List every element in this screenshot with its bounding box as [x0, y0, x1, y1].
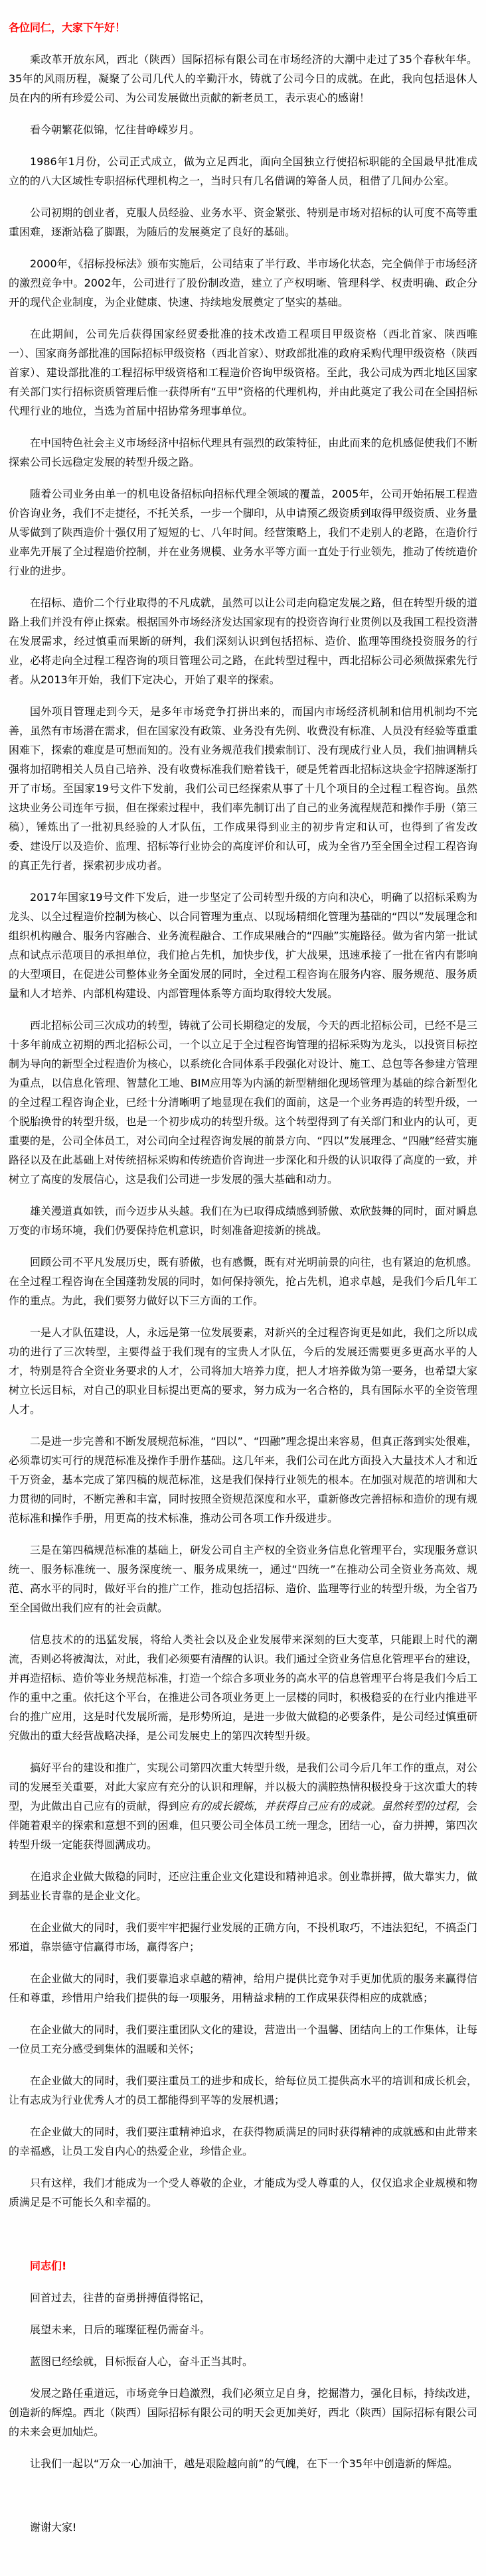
paragraph	[9, 2518, 477, 2537]
paragraph	[9, 433, 477, 472]
text-run: 蓝图已经绘就，目标振奋人心，奋斗正当其时。	[30, 2355, 254, 2368]
text-run: 在此期间，公司先后获得国家经贸委批准的技术改造工程项目甲级资格（西北首家、陕西唯一）、国家商务部批准的国际招标甲级资格（西北首家）、财政部批准的政府采购代理甲级资格（陕西首家）、建设部批准的工程招标甲级资格和工程造价咨询甲级资格。至此，我公司成为西北地区国家有关部门实行招标资质管理后惟一获得所有“五甲”资格的代理机构，并由此奠定了我公司在全国招标代理行业的地位，当选为首届中招协常务理事单位。	[9, 328, 477, 417]
document-heading	[9, 2256, 477, 2275]
text-run: 信息技术的的迅猛发展，将给人类社会以及企业发展带来深刻的巨大变革，只能跟上时代的潮流，否则必将被淘汰，对此，我们必须要有清醒的认识。我们通过全资业务信息化管理平台的建设，并再造招标、造价等业务规范标准，打造一个综合多项业务的高水平的信息管理平台将是我们今后工作的重中之重。依托这个平台，在推进公司各项业务更上一层楼的同时，积极稳妥的在行业内推进平台的推广应用，这是时代发展所需，是形势所迫，是进一步做大做稳的必要条件，是公司经过慎重研究做出的重大经营战略决择，是公司发展史上的第四次转型升级。	[9, 1633, 477, 1742]
paragraph	[9, 2384, 477, 2441]
text-run: 乘改革开放东风，西北（陕西）国际招标有限公司在市场经济的大潮中走过了35个春秋年华。35年的风雨历程，凝聚了公司几代人的辛勤汗水，铸就了公司今日的成就。在此，我向包括退休人员在内的所有珍爱公司、为公司发展做出贡献的新老员工，表示衷心的感谢！	[9, 53, 477, 104]
text-run: 国外项目管理走到今天，是多年市场竞争打拼出来的，而国内市场经济机制和信用机制均不完善，虽然有市场潜在需求，但在国家没有政策、业务没有先例、收费没有标准、人员没有经验等重重困难下，探索的难度是可想而知的。没有业务规范我们摸索制订、没有现成行业人员，我们抽调精兵强将加招聘相关人员自己培养、没有收费标准我们赔着钱干，硬是凭着西北招标这块金字招牌逐渐打开了市场。至国家19号文件下发前，我们公司已经探索从事了十几个项目的全过程工程咨询。虽然这块业务公司连年亏损，但在探索过程中，我们率先制订出了自己的业务流程规范和操作手册（第三稿），锤炼出了一批初具经验的人才队伍，工作成果得到业主的初步肯定和认可，也得到了省发改委、建设厅以及造价、监理、招标等行业协会的高度评价和认可，成为全省乃至全国全过程工程咨询的真正先行者，探索初步成功者。	[9, 705, 477, 872]
paragraph	[9, 702, 477, 875]
spacer	[9, 2486, 477, 2505]
text-run: 各位同仁，大家下午好！	[9, 21, 126, 34]
text-run: 一是人才队伍建设，人，永远是第一位发展要素，对新兴的全过程咨询更是如此，我们之所以成功的进行了三次转型，主要得益于我们现有的宝贵人才队伍，今后的发展还需要更多更高水平的人才，特别是符合全资业务要求的人才，公司将加大培养力度，把人才培养做为第一要务，也希望大家树立长远目标，对自己的职业目标提出更高的要求，努力成为一名合格的，具有国际水平的全资管理人才。	[9, 1326, 477, 1416]
paragraph	[9, 203, 477, 241]
text-run: 搞好平台的建设和推广，实现公司第四次重大转型升级，是我们公司今后几年工作的重点，对公司的发展至关重要，对此大家应有充分的认识和理解，并以极大的满腔热情积极投身于这次重大的转型，为此做出自己应有的贡献，得到应	[9, 1761, 477, 1812]
paragraph	[9, 593, 477, 689]
text-run: 发展之路任重道远，市场竞争日趋激烈，我们必须立足自身，挖掘潜力，强化目标，持续改进，创造新的辉煌。西北（陕西）国际招标有限公司的明天会更加美好，西北（陕西）国际招标有限公司的未来会更加灿烂。	[9, 2387, 477, 2438]
text-run: 只有这样，我们才能成为一个受人尊敬的企业，才能成为受人尊重的人，仅仅追求企业规模和物质满足是不可能长久和幸福的。	[9, 2177, 477, 2208]
paragraph	[9, 484, 477, 580]
paragraph	[9, 1016, 477, 1189]
paragraph	[9, 1867, 477, 1905]
paragraph	[9, 2020, 477, 2059]
text-run: 让我们一起以“万众一心加油干，越是艰险越向前”的气魄，在下一个35年中创造新的辉煌。	[30, 2457, 458, 2470]
paragraph	[9, 1253, 477, 1310]
text-run: 会伴随着艰辛的探索和意想不到的困难，但只要公司全体员工统一理念，团结一心，奋力拼搏，第四次转型升级一定能获得圆满成功。	[9, 1800, 477, 1851]
spacer	[9, 2224, 477, 2244]
paragraph	[9, 2288, 477, 2307]
paragraph	[9, 254, 477, 312]
paragraph	[9, 324, 477, 421]
text-run: 雄关漫道真如铁，而今迈步从头越。我们在为已取得成绩感到骄傲、欢欣鼓舞的同时，面对瞬息万变的市场环境，我们仍要保持危机意识，时刻准备迎接新的挑战。	[9, 1205, 477, 1237]
text-run: 2017年国家19号文件下发后，进一步坚定了公司转型升级的方向和决心，明确了以招标采购为龙头、以全过程造价控制为核心、以合同管理为重点、以现场精细化管理为基础的“四以”发展理念和组织机构融合、服务内容融合、业务流程融合、工作成果融合的“四融”实施路径。做为省内第一批试点和试点示范项目的承担单位，我们抢占先机，加快步伐，扩大战果，迅速承接了一批在省内有影响的大型项目，在促进公司整体业务全面发展的同时，全过程工程咨询在服务内容、服务规范、服务质量和人才培养、内部机构建设、内部管理体系等方面均取得较大发展。	[9, 891, 477, 1000]
paragraph	[9, 1201, 477, 1240]
text-run: 在企业做大的同时，我们要注重精神追求，在获得物质满足的同时获得精神的成就感和由此带来的幸福感，让员工发自内心的热爱企业，珍惜企业。	[9, 2126, 477, 2157]
text-run: 有的成长锻炼，并获得自己应有的成就。虽然转型的过程，	[189, 1800, 467, 1812]
paragraph	[9, 50, 477, 107]
paragraph	[9, 1758, 477, 1854]
text-run: 在招标、造价二个行业取得的不凡成就，虽然可以让公司走向稳定发展之路，但在转型升级的道路上我们并没有停止探索。根据国外市场经济发达国家现有的投资咨询行业贯例以及我国工程投资潜在发展需求，经过慎重而果断的研判，我们深刻认识到包括招标、造价、监理等围绕投资服务的行业，必将走向全过程工程咨询的项目管理公司之路，在此转型过程中，西北招标公司必须做探索先行者。从2013年开始，我们下定决心，开始了艰辛的探索。	[9, 596, 477, 686]
paragraph	[9, 888, 477, 1003]
text-run: 二是进一步完善和不断发展规范标准，“四以”、“四融”理念提出来容易，但真正落到实处很难，必须靠切实可行的规范标准及操作手册作基础。这几年来，我们公司在此方面投入大量技术人才和近千万资金，基本完成了第四稿的规范标准，这是我们保持行业领先的根本。在加强对规范的培训和大力贯彻的同时，不断完善和丰富，同时按照全资规范深度和水平，重新修改完善招标和造价的现有规范标准和操作手册，用更高的技术标准，推动公司各项工作升级进步。	[9, 1435, 477, 1525]
text-run: 谢谢大家!	[30, 2521, 77, 2534]
text-run: 在企业做大的同时，我们要牢牢把握行业发展的正确方向，不投机取巧，不违法犯纪，不搞歪门邪道，靠崇德守信赢得市场，赢得客户；	[9, 1921, 477, 1953]
text-run: 同志们!	[30, 2260, 67, 2272]
paragraph	[9, 2122, 477, 2161]
text-run: 三是在第四稿规范标准的基础上，研发公司自主产权的全资业务信息化管理平台，实现服务意识统一、服务标准统一、服务深度统一、服务成果统一，通过“四统一”在推动公司全资业务高效、规范、高水平的同时，做好平台的推广工作，推动包括招标、造价、监理等行业的转型升级，为全省乃至全国做出我们应有的社会贡献。	[9, 1544, 477, 1614]
paragraph	[9, 152, 477, 190]
document-heading	[9, 18, 477, 37]
text-run: 回顾公司不平凡发展历史，既有骄傲，也有感慨，既有对光明前景的向往，也有紧迫的危机感。在全过程工程咨询在全国蓬勃发展的同时，如何保持领先，抢占先机，追求卓越，是我们今后几年工作的重点。为此，我们要努力做好以下三方面的工作。	[9, 1256, 477, 1307]
paragraph	[9, 2071, 477, 2110]
text-run: 在企业做大的同时，我们要靠追求卓越的精神，给用户提供比竞争对手更加优质的服务来赢得信任和尊重，珍惜用户给我们提供的每一项服务，用精益求精的工作成果获得相应的成就感；	[9, 1972, 477, 2004]
paragraph	[9, 1630, 477, 1745]
text-run: 看今朝繁花似锦，忆往昔峥嵘岁月。	[30, 123, 201, 136]
paragraph	[9, 2320, 477, 2339]
paragraph	[9, 1323, 477, 1419]
text-run: 西北招标公司三次成功的转型，铸就了公司长期稳定的发展，今天的西北招标公司，已经不是三十多年前成立初期的西北招标公司，一个以立足于全过程咨询管理的招标采购为龙头，以投资目标控制为导向的新型全过程造价为核心，以系统化合同体系手段强化对设计、施工、总包等各参建方管理为重点，以信息化管理、智慧化工地、BIM应用等为内涵的新型精细化现场管理为基础的综合新型化的全过程工程咨询企业，已经十分清晰明了地显现在我们的面前，这是一个业务再造的转型升级，一个脱胎换骨的转型升级，也是一个初步成功的转型升级。这个转型得到了有关部门和业内的认可，更重要的是，公司全体员工，对公司向全过程咨询发展的前景方向、“四以”发展理念、“四融”经营实施路径以及在此基础上对传统招标采购和传统造价咨询进一步深化和升级的认识取得了高度的一致，并树立了高度的发展信心，这是我们公司进一步发展的强大基础和动力。	[9, 1019, 477, 1186]
text-run: 1986年1月份，公司正式成立，做为立足西北，面向全国独立行使招标职能的全国最早批准成立的的八大区域性专职招标代理机构之一，当时只有几名借调的筹备人员，租借了几间办公室。	[9, 155, 477, 187]
text-run: 公司初期的创业者，克服人员经验、业务水平、资金紧张、特别是市场对招标的认可度不高等重重困难，逐渐站稳了脚跟，为随后的发展奠定了良好的基础。	[9, 206, 477, 238]
text-run: 在中国特色社会主义市场经济中招标代理具有强烈的政策特征，由此而来的危机感促使我们不断探索公司长远稳定发展的转型升级之路。	[9, 437, 477, 468]
paragraph	[9, 2173, 477, 2212]
text-run: 2000年，《招标投标法》颁布实施后，公司结束了半行政、半市场化状态，完全倘佯于市场经济的激烈竞争中。2002年，公司进行了股份制改造，建立了产权明晰、管理科学、权责明确、政企分开的现代企业制度，为企业健康、快速、持续地发展奠定了坚实的基础。	[9, 257, 477, 308]
paragraph	[9, 1969, 477, 2007]
text-run: 随着公司业务由单一的机电设备招标向招标代理全领域的覆盖，2005年，公司开始拓展工程造价咨询业务，我们不走捷径，不托关系，一步一个脚印，从申请预乙级资质到取得甲级资质、业务量从零做到了陕西造价十强仅用了短短的七、八年时间。经营策略上，我们不走别人的老路，在造价行业率先开展了全过程造价控制，并在业务规模、业务水平等方面一直处于行业领先，推动了传统造价行业的进步。	[9, 488, 477, 577]
paragraph	[9, 2454, 477, 2473]
paragraph	[9, 1432, 477, 1528]
paragraph	[9, 1918, 477, 1956]
paragraph	[9, 1540, 477, 1617]
text-run: 在追求企业做大做稳的同时，还应注重企业文化建设和精神追求。创业靠拼搏，做大靠实力，做到基业长青靠的是企业文化。	[9, 1870, 477, 1902]
text-run: 在企业做大的同时，我们要注重员工的进步和成长，给每位员工提供高水平的培训和成长机会，让有志成为行业优秀人才的员工都能得到平等的发展机遇；	[9, 2074, 477, 2106]
text-run: 展望未来，日后的璀璨征程仍需奋斗。	[30, 2323, 211, 2336]
text-run: 在企业做大的同时，我们要注重团队文化的建设，营造出一个温馨、团结向上的工作集体，让每一位员工充分感受到集体的温暖和关怀；	[9, 2023, 477, 2055]
paragraph	[9, 120, 477, 139]
text-run: 回首过去，往昔的奋勇拼搏值得铭记，	[30, 2291, 211, 2304]
paragraph	[9, 2352, 477, 2371]
